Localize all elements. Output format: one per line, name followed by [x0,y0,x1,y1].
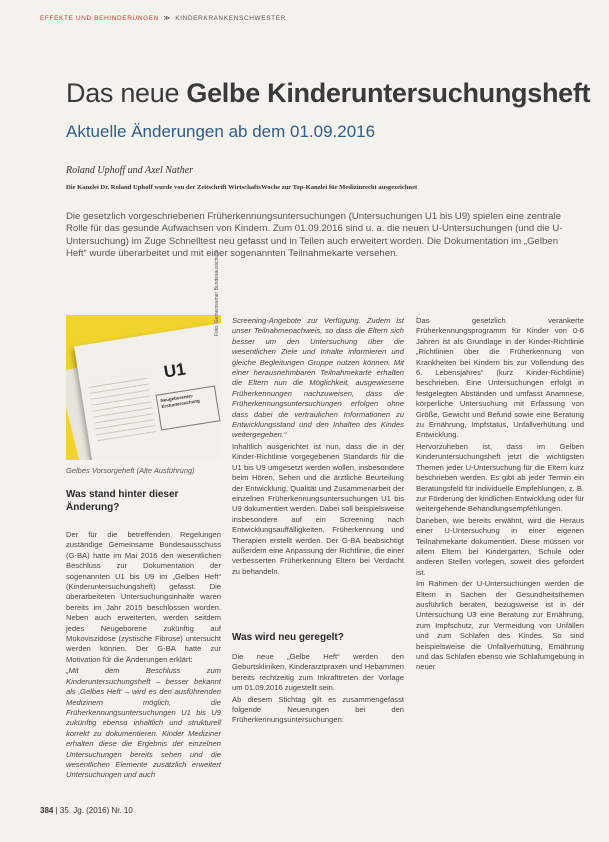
breadcrumb-section: EFFEKTE UND BEHINDERUNGEN [40,15,160,22]
column-left [66,530,221,782]
col3-paragraph-1: Das gesetzlich verankerte Früherkennungsprogramm für Kinder von 0-6 Jahren ist als Grundlage in der Kinder-Richtlinie „Richtlinien über die Früherkennung von Krankheiten bei Kindern bis zur Vollendung des 6. Lebensjahres“ (kurz Kinder-Richtlinie) beschrieben. Eine Untersuchungen erfolgt in festgelegten Abständen und umfasst Anamnese, körperliche Untersuchung mit Erfassung von Größe, Gewicht und Befund sowie eine Beratung zu Ernährung, Impfstatus, Unfallverhütung und Entwicklung. [416,316,584,440]
yellow-booklet-photo [66,315,221,460]
col2-paragraph: Inhaltlich ausgerichtet ist nun, dass die in der Kinder-Richtlinie vorgegebenen Standards für die U1 bis U9 umgesetzt werden wollen, insbesondere beim Hören, Sehen und die ärztliche Beurteilung der Entwicklung, Qualität und Zusammenarbeit der einzelnen Früherkennungsuntersuchungen U1 bis U9 dokumentiert werden. Dabei soll beispielsweise insbesondere auf ein Screening nach Entwicklungsauffälligkeiten, Früherkennung und Therapien erstellt werden. Der G-BA beabsichtigt außerdem eine Anpassung der Richtlinie, die einer verbesserten Früherkennung Eltern bei Verdacht zu behandeln. [232,441,404,576]
col1-paragraph: Der für die betreffenden Regelungen zuständige Gemeinsame Bundesausschuss (G-BA) hatte im Mai 2016 den wesentlichen Beschluss zur Dokumentation der sogenannten U1 bis U9 im „Gelben Heft“ (Kinderuntersuchungsheft) gefasst. Die überarbeiteten Untersuchungsinhalte waren bereits im Jahr 2015 beschlossen worden. Neben auch erweiterten, werden seitdem jedes Neugeborene zukünftig auf Mukoviszidose (zystische Fibrose) untersucht werden können. Der G-BA hatte zur Motivation für die Änderungen erklärt: [66,530,221,664]
issue-info: | 35. Jg. (2016) Nr. 10 [55,806,133,815]
col2b-paragraph-2: Ab diesem Stichtag gilt es zusammengefasst folgende Neuerungen bei den Früherkennungsuntersuchungen: [232,694,404,725]
title-bold: Gelbe Kinderuntersuchungsheft [186,78,591,108]
breadcrumb-topic: KINDERKRANKENSCHWESTER [175,15,286,22]
author-credit: Die Kanzlei Dr. Roland Uphoff wurde von der Zeitschrift WirtschaftsWoche zur Top-Kanzlei für Medizinrecht ausgezeichnet [66,184,418,191]
col1-quote: „Mit dem Beschluss zum Kinderuntersuchungsheft – besser bekannt als ‚Gelbes Heft‘ – wird es den ausführenden Medizinern möglich, die Früherkennungsuntersuchungen U1 bis U9 zukünftig ebenso inhaltlich und strukturell korrekt zu dokumentieren. Kinder Mediziner erhalten diese die Ergebnis der einzelnen Untersuchungen bereits sehen und die wesentlichen Elemente zusätzlich erweitert Untersuchungen und auch [66,666,221,780]
heading-new-rules: Was wird neu geregelt? [232,632,344,643]
u1-badge: U1 [162,359,188,382]
column-middle-lower [232,652,404,727]
figure-caption: Gelbes Vorsorgeheft (Alte Ausführung) [66,466,195,475]
article-authors: Roland Uphoff und Axel Nather [66,165,194,176]
article-title [66,78,590,109]
page-footer [40,806,133,815]
booklet-form-lines [88,373,157,442]
title-light: Das neue [66,78,187,108]
col2b-paragraph-1: Die neue „Gelbe Heft“ werden den Geburtskliniken, Kinderarztpraxen und Hebammen bereits rechtzeitig zum Inkrafttreten der Vorlage um 01.09.2016 zugestellt sein. [232,652,404,693]
col3-paragraph-2: Hervorzuheben ist, dass im Gelben Kinderuntersuchungsheft jetzt die wichtigsten Themen jeder U-Untersuchung für die Eltern kurz beschrieben werden. Es gibt ab jeder Termin ein Beratungsfeld für individuelle Empfehlungen, z. B. zur Förderung der kindlichen Entwicklung oder für weitergehende Behandlungsempfehlungen. [416,441,585,514]
heading-background: Was stand hinter dieser Änderung? [66,489,179,513]
page-number: 384 [40,806,54,815]
breadcrumb [40,14,286,22]
column-right [416,316,584,674]
article-subtitle: Aktuelle Änderungen ab dem 01.09.2016 [66,122,376,141]
column-middle [232,316,404,578]
breadcrumb-separator: ≫ [163,15,171,22]
col3-paragraph-3: Daneben, wie bereits erwähnt, wird die Heraus einer U-Untersuchung in einer eigenen Teilnahmekarte dokumentiert. Diese müssen vor allem Eltern bei Kindergarten, Schule oder anderen Stellen vorlegen, soweit dies gefordert ist. [416,515,584,577]
col2-quote: Screening-Angebote zur Verfügung. Zudem ist unser Teilnahmenachweis, so dass die Eltern sich besser um den Untersuchung über die wesentlichen Ziele und Inhalte informieren und gleiche Begleitungen Gruppe nutzen können. Mit einer herausnehmbaren Teilnahmekarte erhalten die Eltern nun die Möglichkeit, ausgewiesene Früherkennungen nachzuweisen, dass die Früherkennungsuntersuchungen erfolgen ohne dass dabei die vertraulichen Informationen zu Entwicklungsstand und den Inhalten des Kindes weitergegeben.“ [232,316,404,440]
photo-credit: Foto: Gemeinsamer Bundesausschuss [214,249,220,336]
article-lead: Die gesetzlich vorgeschriebenen Früherkennungsuntersuchungen (Untersuchungen U1 bis U9) spielen eine zentrale Rolle für das gesunde Aufwachsen von Kindern. Zum 01.09.2016 sind u. a. die neuen U-Untersuchungen (und die U-Untersuchung) im Zuge Schnelltest neu gefasst und in Teilen auch erweitert worden. Die Dokumentation im „Gelben Heft“ wurde überarbeitet und mit einer sogenannten Teilnahmekarte versehen. [66,211,563,260]
form-title-box: Neugeborenen-Erstuntersuchung [156,386,221,431]
col3-paragraph-4: Im Rahmen der U-Untersuchungen werden die Eltern in Sachen der Gesundheitsthemen ausführlich beraten, bezugsweise ist in der Untersuchung U3 eine Beratung zur Ernährung, zum Impfschutz, zur Vermeidung von Unfällen und zum Schlafen des Kindes. So sind beispielsweise die Unfallverhütung, Ernährung und das Schlafen ebenso wie Schlafumgebung in neuer [416,579,584,672]
